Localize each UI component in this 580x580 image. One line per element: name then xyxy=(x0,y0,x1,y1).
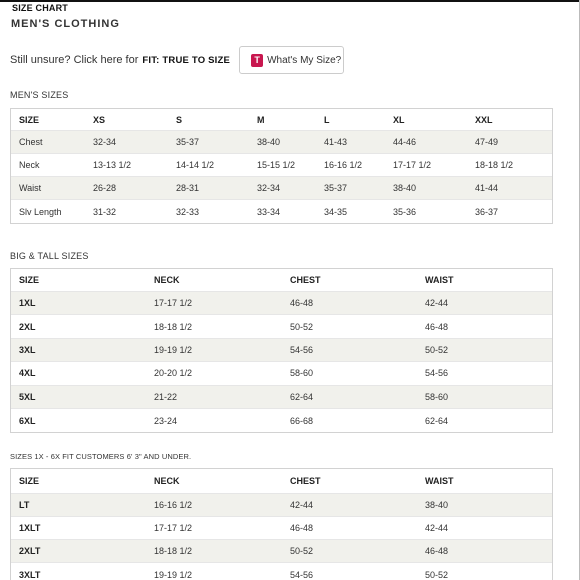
row-label: 5XL xyxy=(19,391,36,402)
table-cell: 44-46 xyxy=(393,137,417,147)
big-tall-label: BIG & TALL SIZES xyxy=(10,251,89,261)
table-cell: 18-18 1/2 xyxy=(154,546,193,556)
table-row xyxy=(11,339,552,362)
row-label: 4XL xyxy=(19,368,36,379)
row-label: Neck xyxy=(19,160,40,170)
column-header: XS xyxy=(93,114,106,125)
table-row xyxy=(11,315,552,338)
table-cell: 38-40 xyxy=(393,183,417,193)
row-label: 2XL xyxy=(19,321,36,332)
table-row xyxy=(11,563,552,580)
fit-value: FIT: TRUE TO SIZE xyxy=(142,54,231,66)
table-cell: 62-64 xyxy=(425,415,449,426)
table-row xyxy=(11,131,552,154)
row-label: Waist xyxy=(19,183,42,193)
row-label: 3XLT xyxy=(19,569,41,580)
table-cell: 54-56 xyxy=(290,569,314,580)
big-tall-size-table xyxy=(10,268,553,433)
table-cell: 36-37 xyxy=(475,206,499,217)
table-cell: 19-19 1/2 xyxy=(154,344,193,355)
table-cell: 47-49 xyxy=(475,137,499,147)
table-cell: 41-43 xyxy=(324,137,348,147)
table-row xyxy=(11,409,552,432)
table-row xyxy=(11,517,552,540)
table-cell: 46-48 xyxy=(290,298,314,309)
top-border xyxy=(0,0,580,2)
table-header-row xyxy=(11,109,552,131)
table-cell: 17-17 1/2 xyxy=(154,298,193,309)
row-label: Chest xyxy=(19,137,43,147)
column-header: L xyxy=(324,114,330,125)
table-cell: 42-44 xyxy=(290,500,314,510)
column-header: WAIST xyxy=(425,275,454,285)
table-cell: 46-48 xyxy=(425,546,449,556)
column-header: CHEST xyxy=(290,476,321,486)
table-cell: 35-36 xyxy=(393,206,417,217)
row-label: Slv Length xyxy=(19,206,62,217)
whats-my-size-button[interactable] xyxy=(239,46,344,74)
size-chart-heading: SIZE CHART xyxy=(12,3,68,13)
table-cell: 13-13 1/2 xyxy=(93,160,132,170)
table-cell: 54-56 xyxy=(425,368,449,379)
table-cell: 38-40 xyxy=(425,500,449,510)
table-cell: 18-18 1/2 xyxy=(154,321,193,332)
row-label: 3XL xyxy=(19,344,36,355)
table-cell: 66-68 xyxy=(290,415,314,426)
fit-row xyxy=(10,46,344,74)
table-cell: 42-44 xyxy=(425,298,449,309)
table-row xyxy=(11,494,552,517)
table-cell: 17-17 1/2 xyxy=(393,160,432,170)
table-row xyxy=(11,386,552,409)
whats-my-size-label: What's My Size? xyxy=(267,54,342,66)
column-header: CHEST xyxy=(290,275,321,285)
page-title: MEN'S CLOTHING xyxy=(11,18,120,30)
table-cell: 31-32 xyxy=(93,206,117,217)
column-header: SIZE xyxy=(19,114,40,125)
table-cell: 41-44 xyxy=(475,183,499,193)
table-cell: 32-34 xyxy=(257,183,281,193)
fit-note: SIZES 1X - 6X FIT CUSTOMERS 6' 3" AND UNDER. xyxy=(10,452,192,461)
table-row xyxy=(11,177,552,200)
table-cell: 58-60 xyxy=(290,368,314,379)
table-cell: 38-40 xyxy=(257,137,281,147)
table-cell: 35-37 xyxy=(324,183,348,193)
table-cell: 50-52 xyxy=(290,546,314,556)
table-cell: 50-52 xyxy=(290,321,314,332)
table-cell: 17-17 1/2 xyxy=(154,523,193,533)
table-cell: 32-33 xyxy=(176,206,200,217)
table-cell: 33-34 xyxy=(257,206,281,217)
row-label: 2XLT xyxy=(19,546,41,556)
table-cell: 18-18 1/2 xyxy=(475,160,514,170)
table-cell: 20-20 1/2 xyxy=(154,368,193,379)
table-cell: 58-60 xyxy=(425,391,449,402)
column-header: SIZE xyxy=(19,275,40,285)
column-header: NECK xyxy=(154,275,180,285)
mens-size-table xyxy=(10,108,553,224)
table-cell: 14-14 1/2 xyxy=(176,160,215,170)
table-cell: 46-48 xyxy=(290,523,314,533)
table-header-row xyxy=(11,269,552,292)
table-cell: 16-16 1/2 xyxy=(154,500,193,510)
tall-size-table xyxy=(10,468,553,580)
table-cell: 35-37 xyxy=(176,137,200,147)
table-cell: 50-52 xyxy=(425,569,449,580)
table-row xyxy=(11,362,552,385)
column-header: M xyxy=(257,114,265,125)
column-header: XL xyxy=(393,114,405,125)
table-cell: 50-52 xyxy=(425,344,449,355)
table-cell: 34-35 xyxy=(324,206,348,217)
column-header: NECK xyxy=(154,476,180,486)
row-label: LT xyxy=(19,500,30,510)
row-label: 1XL xyxy=(19,298,36,309)
table-cell: 46-48 xyxy=(425,321,449,332)
table-cell: 28-31 xyxy=(176,183,200,193)
brand-t-icon: T xyxy=(251,54,263,67)
table-cell: 54-56 xyxy=(290,344,314,355)
table-header-row xyxy=(11,469,552,494)
table-cell: 16-16 1/2 xyxy=(324,160,363,170)
column-header: SIZE xyxy=(19,476,40,486)
table-cell: 15-15 1/2 xyxy=(257,160,296,170)
table-row xyxy=(11,200,552,223)
table-cell: 62-64 xyxy=(290,391,314,402)
table-row xyxy=(11,292,552,315)
table-row xyxy=(11,540,552,563)
table-cell: 19-19 1/2 xyxy=(154,569,193,580)
mens-sizes-label: MEN'S SIZES xyxy=(10,90,69,100)
table-cell: 26-28 xyxy=(93,183,117,193)
table-cell: 32-34 xyxy=(93,137,117,147)
column-header: WAIST xyxy=(425,476,454,486)
fit-prompt: Still unsure? Click here for xyxy=(10,54,139,66)
row-label: 6XL xyxy=(19,415,36,426)
table-cell: 42-44 xyxy=(425,523,449,533)
table-cell: 23-24 xyxy=(154,415,178,426)
table-row xyxy=(11,154,552,177)
column-header: XXL xyxy=(475,114,493,125)
row-label: 1XLT xyxy=(19,523,41,533)
table-cell: 21-22 xyxy=(154,391,178,402)
column-header: S xyxy=(176,114,183,125)
